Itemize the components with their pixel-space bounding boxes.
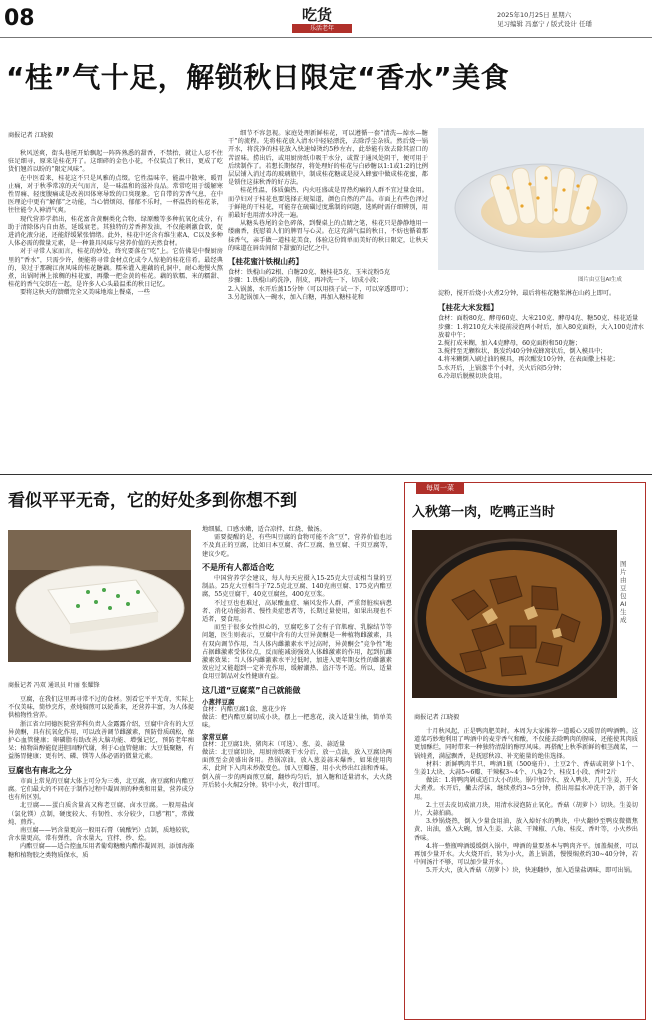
article1-headline: “桂”气十足，解锁秋日限定“香水”美食 xyxy=(6,61,510,94)
recipe1-title: 【桂花蜜汁铁棍山药】 xyxy=(228,257,303,267)
recipe2-line: 4.将米糊倒入刷过油的模具，再次醒发10分钟，在表面撒上桂花； xyxy=(438,356,619,364)
paragraph: 需要提醒的是，有些叫豆腐的食物可能不含“豆”，营养价值也远不及真正的豆腐，比如日本豆腐、杏仁豆腐、鱼豆腐、千页豆腐等，建议少吃。 xyxy=(202,534,392,558)
column-tag: 每周一菜 xyxy=(416,482,464,494)
paragraph: 细节不容忽视。家庭处理新鲜桂花，可以遵循一套“清洗—焯水—糖干”的流程。先将桂花放入清水中轻轻漂洗，去除浮尘杂质。然后烧一锅开水，将洗净的桂花放入快速焯烫约5秒左右，此举能有效去除其涩口的苦涩味。捞出后，或用厨房纸巾吸干水分，或置于通风处阴干，便可用于后续制作了。若想长期保存，将处理好的桂花与白砂糖以1:1或1:2的比例层层铺入消过毒的玻璃瓶中，制成桂花糖或是浸入蜂蜜中做成桂花蜜，都是锁住这抹秋香的好方法。 xyxy=(228,130,428,187)
paragraph: 豆腐，在我们这里再寻常不过的食材。别看它平平无奇，实际上不仅美味，简炒烹炸，煮炖焖煎可以轮番来，还营养丰富，为人体提供植物性营养。 xyxy=(8,696,194,720)
tofu-illustration xyxy=(8,530,191,662)
recipe2-line: 食材：面粉80克、酵母60克、大米210克、酵母4克、糖50克、桂花适量 xyxy=(438,315,639,323)
paragraph: 从糖头巷尾的金色碎落，到餐桌上的点睛之笔，桂花只是静静地用一缕幽香，抚慰着人们的脾胃与心灵。在这充满气温的秋日，不妨也循着那抹香气，亲手做一道桂花美食，体验这份简单而美好的秋日限定，让秋天的味道在唇齿间留下甜蜜的记忆之中。 xyxy=(228,220,428,252)
editors-line: 见习编辑 冯嘉宁 / 版式设计 任璠 xyxy=(497,20,592,28)
header-rule xyxy=(0,37,652,38)
paragraph: 市面上常见的豆腐大体上可分为三类，北豆腐、南豆腐和内酯豆腐。它们最大的不同在于制作过程中凝固剂的种类和用量，营养成分也有所区别。 xyxy=(8,777,194,802)
article1-col2 xyxy=(228,130,428,302)
recipe-a-title: 小葱拌豆腐 xyxy=(202,697,235,706)
recipe-b-line: 做法：北豆腐切块，用厨房纸吸干水分后，放一点油，放入豆腐块两面煎至金黄盛出备用。热锅凉油，放入葱姜蒜末爆香，如果使用肉末，此时下入肉末炒散变色。加入豆瓣酱，用小火炒出红油和香味。倒入前一步的两面煎豆腐，翻炒均匀后，加入糖和适量清水，大火烧开后转小火焖2分钟。转中小火，收汁即可。 xyxy=(202,749,392,789)
paragraph: 十月秋风起，正是鸭肉肥美时。本周为大家推荐一道暖心又暖胃的啤酒鸭。这道菜巧妙地利用了啤酒中的麦芽香气和酸，不仅能去除鸭肉的腥味，还能使其肉质更加酥烂，同时带来一种独特清甜的醇厚风味。再搭配上秋季新鲜的根茎蔬菜，一锅炖煮，满屋飘香，是抚慰秋凉、补充能量的绝佳选择。 xyxy=(414,728,638,760)
recipe2-title: 【桂花大米发糕】 xyxy=(438,303,498,313)
paragraph: 材料：新鲜鸭肉半只、啤酒1瓶（500毫升）、土豆2个、香菇或胡萝卜1个、生姜1大块、大蒜5~6瓣、干辣椒3~4个、八角2个、桂皮1小段、香叶2片 xyxy=(414,760,638,777)
paragraph: 在中医看来，桂花这不只是风雅的点缀。它性温味辛，能温中散寒，暖胃止痛，对于秋季常凉的天气而言，是一味温和的滋补良品。常常吃用于缓解寒性胃痛、轻度腹痛或是改善因体寒导致的口臭现象。它自带的芳香气息，在中医理论中更有“解郁”之功能，当心情烦闷、郁郁不乐时，一杯温热的桂花茶，往往能令人神清气爽。 xyxy=(8,174,223,215)
paragraph: 南豆腐——钙含量更高一般用石膏（硫酸钙）点制，质地较软，含水量更高，常有弹性，含水量大，宜拌、炒、烩。 xyxy=(8,827,194,843)
paragraph: 不过豆也也难过，高尿酸血症、痛风发作人群，严重肾脏疾病患者、消化功能弱者、慢性炎症患者等，长期过量使用，如果出现也不适者，要食用。 xyxy=(202,599,392,624)
article1-byline: 商报记者 江晓毅 xyxy=(8,132,54,139)
paragraph: 做法：1.将鸭肉剁成适口大小的块。锅中加冷水，放入鸭块、几片生姜，开火大煮煮。水开后，撇去浮沫，继续煮约3~5分钟，捞出用温水冲洗干净，沥干备用。 xyxy=(414,777,638,801)
paragraph: 5.开大火，放入香菇（胡萝卜）块，快速翻炒，加入适量盐调味，即可出锅。 xyxy=(426,867,637,875)
header-meta xyxy=(497,11,592,29)
paragraph: 2.土豆去皮切成滚刀块，用清水浸泡防止氧化。香菇（胡萝卜）切块。生姜切片，大蒜拍扁。 xyxy=(414,801,638,818)
paragraph: 内酯豆腐——适合控血压用者葡萄糖酸内酯作凝固剂，添加海藻糖和植物胶之类物质保水，质 xyxy=(8,843,194,859)
article3-byline: 商报记者 江晓毅 xyxy=(414,714,460,721)
recipe1-line: 3.另起锅加入一碗水，加入白糖，再加入糖桂花和 xyxy=(228,293,364,301)
duck-photo xyxy=(412,530,617,698)
article2-subhead-2: 不是所有人都适合吃 xyxy=(202,562,274,572)
yam-dish-illustration xyxy=(438,128,644,270)
recipe-b-title: 家常豆腐 xyxy=(202,732,228,741)
paragraph: 而至于很多女性担心的，豆腐吃多了会有子宫肌瘤、乳腺结节等问题，医生则表示，豆腐中含有的大豆异黄酮是一种植物雌激素，具有双向调节作用，当人体内雌激素水平过高时，异黄酮会“竞争性”地占据雌激素受体位点，反而能减弱强效人体雌激素的作用，起到抗雌激素效果；当人体内雌激素水平过低时，加进入更年期女性的雌激素效应过又能超到一定补充作用，缓解潮热、盗汗等不适。所以，适量食用豆制品对女性健康有益。 xyxy=(202,624,392,681)
article1-col4 xyxy=(438,290,644,381)
section-sub-badge: 乐活老年 xyxy=(292,24,352,33)
paragraph: 现代营养学指出，桂花富含黄酮类化合物、绿原酸等多种抗氧化成分，有助于清除体内自由基，延缓衰老。其独特的芳香挥发油，不仅能刺激食欲，促进消化液分泌，还能舒缓紧张情绪。此外，桂花中还含有维生素A、C以及多种人体必需的微量元素，是一种兼具风味与营养价值的天然食材。 xyxy=(8,215,223,248)
section-divider xyxy=(0,474,652,475)
article2-col2 xyxy=(202,526,392,790)
article2-subhead-3: 这几道“豆腐菜”自己就能做 xyxy=(202,685,301,695)
recipe1-line: 食材：铁棍山药2根、白糖20克、糖桂花5克、玉米淀粉5克 xyxy=(228,269,390,277)
recipe2-line: 步骤：1.将210克大米提前浸泡两小时后，加入80克面粉，大入100克清水放着中午； xyxy=(438,323,644,339)
yam-photo xyxy=(438,128,644,270)
article1-photo-caption: 图片由豆包AI生成 xyxy=(578,277,622,283)
article1-col1 xyxy=(8,150,223,298)
article3-photo-caption: 图片由豆包AI生成 xyxy=(620,560,627,624)
recipe-a-line: 做法：把内酯豆腐切成小块，摆上一把葱花，淡入适量生抽，简单美味。 xyxy=(202,714,392,730)
tofu-photo xyxy=(8,530,191,662)
beer-duck-illustration xyxy=(412,530,617,698)
article2-byline: 商报记者 冯双 通讯员 叶丽 张耀锋 xyxy=(8,682,100,689)
paragraph: 秋风送爽，街头巷尾开始飘起一阵阵熟悉的甜香，不禁抬，就让人忍不住驻足细寻，原来是桂花开了。这细碎的金色小花，不仅装点了秋日，更成了吃货们翘首以盼的“限定风味”。 xyxy=(8,150,223,174)
recipe2-line: 5.水开后，上锅蒸半个小时，关火后闷5分钟； xyxy=(438,364,566,372)
recipe1-line: 步骤：1.铁棍山药洗净，削皮，再冲洗一下，切成小段； xyxy=(228,277,383,285)
recipe2-line: 3.搅拌至无颗粒状，既发约40分钟成蜂窝状后，倒入模具中； xyxy=(438,348,607,356)
paragraph: 3.炒锅烧热，倒入少量食用油，放入焯好水的鸭块，中火翻炒至鸭皮微微焦黄、出油，盛入大碗，加入生姜、大蒜、干辣椒、八角、桂皮、香叶等，小火炒出香味。 xyxy=(414,818,638,842)
paragraph: 桂花性温，体质偏热、内火旺盛或是胃热灼痛的人群不宜过量食用。而孕妇对于桂花也要选择正规渠道，颜色自然的产品。市面上有些色泽过于鲜艳的干桂花，可能存在硫磺过度熏制的问题，选购时需仔细辨别，用前最好也用清水冲洗一遍。 xyxy=(228,187,428,220)
recipe1-line: 2.入锅蒸，水开后蒸15分钟（可以用筷子试一下，可以穿透即可）； xyxy=(228,285,412,293)
paragraph: 浙江省立同德医院营养科负责人金露露介绍，豆腐中含有的大豆异黄酮，具有抗氧化作用，可以改善调节雌激素，预防骨质疏松，保护心血管健康；卵磷脂有助改善大脑功能、增强记忆，预防老年痴呆；植物甾醇能促进胆固醇代谢，利于心血管健康；大豆低聚糖，有益肠胃健康；更有钙、磷、镁等人体必需的微量元素。 xyxy=(8,720,194,761)
recipe-a-line: 食材：内酯豆腐1盒、葱花少许 xyxy=(202,706,287,714)
paragraph: 4.将一整瓶啤酒缓缓倒入锅中，啤酒的量要基本与鸭肉齐平。加盖焖煮，可以再加少量开水。大火烧开后，转为小火，盖上锅盖，慢慢焖煮约30~40分钟，若中间汤汁不够，可以加少量开水。 xyxy=(414,842,638,867)
recipe-b-line: 食材：北豆腐1块、猪肉末（可选）、葱、姜、蒜适量 xyxy=(202,740,346,748)
article2-headline: 看似平平无奇，它的好处多到你想不到 xyxy=(8,491,297,511)
recipe2-line: 6.冷却后脱模切块食用。 xyxy=(438,372,506,380)
page-number: 08 xyxy=(4,6,35,31)
article3-body xyxy=(414,728,638,876)
article3-headline: 入秋第一肉，吃鸭正当时 xyxy=(412,505,556,520)
recipe2-line: 2.搅打成米糊，加入4克酵母，60克面粉和50克糖； xyxy=(438,340,582,348)
paragraph: 中国营养学会建议，每人每天应摄入15-25克大豆或相当量的豆制品。25克大豆相当于72.5克北豆腐、140克南豆腐、175克内酯豆腐，55克豆腐干，40克豆腐丝，400克豆浆。 xyxy=(202,575,392,599)
date-line: 2025年10月25日 星期六 xyxy=(497,11,572,19)
recipe1-continued: 淀粉，搅开后烧小火煮2分钟，最后将桂花糖浆淋在山药上即可。 xyxy=(438,290,616,297)
paragraph: 地细腻、口感水嫩，适合凉拌、红烧、做汤。 xyxy=(202,526,326,533)
article2-subhead-1: 豆腐也有南北之分 xyxy=(8,765,72,775)
section-title: 吃货 xyxy=(302,6,333,24)
paragraph: 对于寻常人家而言，桂花的妙处，终究要落在“吃”上。它仿佛是中餐厨房里的“香水”，只需少许，便能将寻常食材点化成令人惊艳的桂花佳肴。最经典的，莫过于那碗江南风味的桂花糖藕。糯米灌入莲藕的孔洞中，耐心地慢火熬煮，出锅时淋上浓稠的桂花蜜，再撒一把金黄的桂花。藕的软糯、米的糯甜、桂花的香气交织在一起，是许多人心头最温柔的秋日记忆。 xyxy=(8,248,223,289)
paragraph: 要将这秋天的馈赠完全又美味地端上餐桌，一些 xyxy=(20,289,150,297)
paragraph: 北豆腐——蛋白质含量高又称老豆腐、卤水豆腐。一般用盐卤（氯化镁）点制，硬度较大、有韧性、水分较少，口感“粗”，常做炖、煎炸。 xyxy=(8,802,194,826)
article2-col1 xyxy=(8,696,194,860)
